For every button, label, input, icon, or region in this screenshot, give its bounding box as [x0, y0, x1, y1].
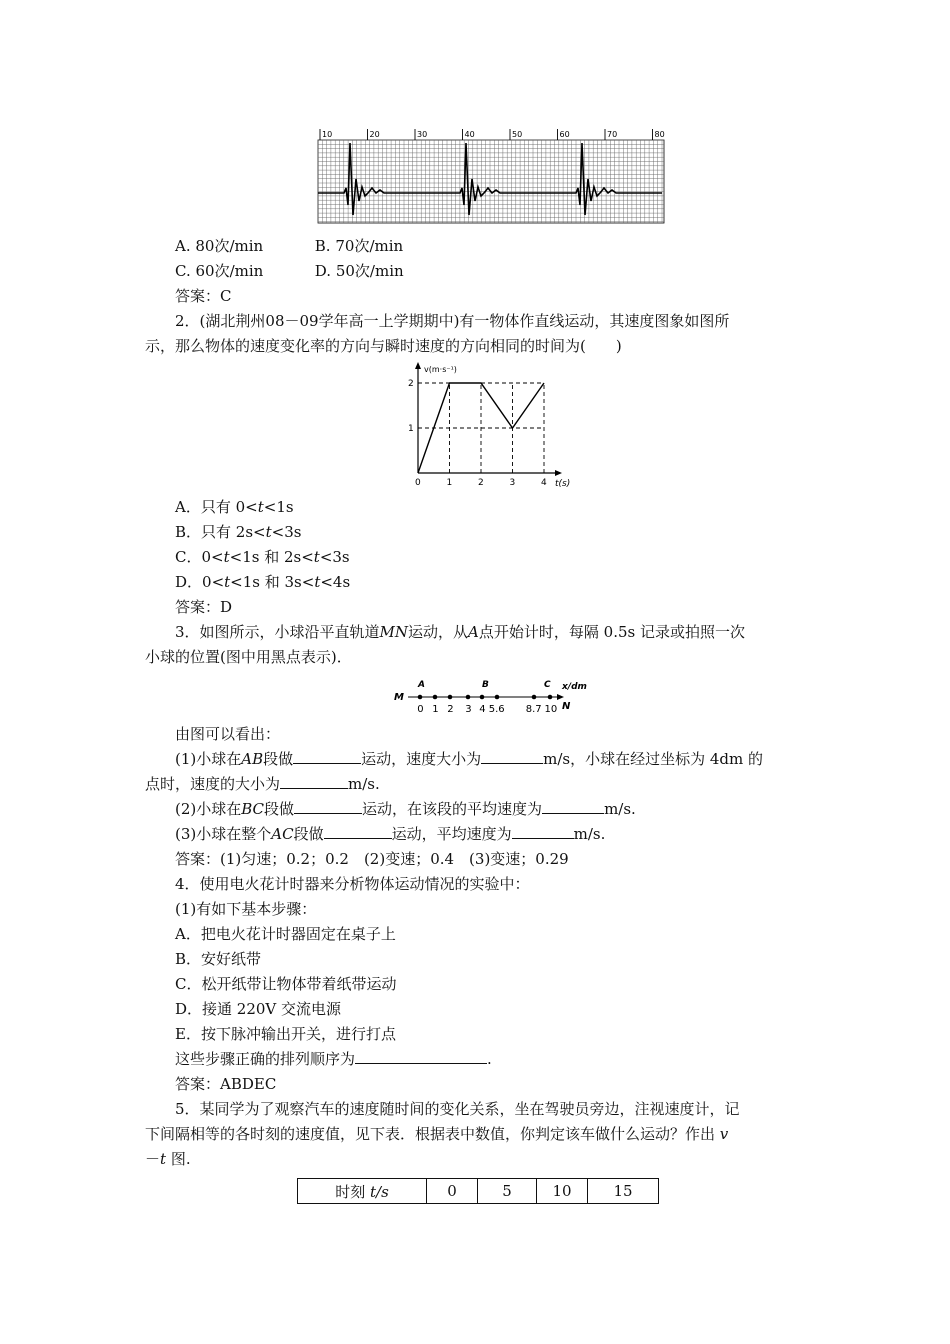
table-cell: 0	[427, 1179, 478, 1204]
ecg-tick-label: 70	[607, 130, 618, 139]
table-cell: 15	[588, 1179, 659, 1204]
q3-track-diagram	[390, 676, 610, 716]
track-right-label: N	[562, 701, 571, 712]
ecg-tick-label: 60	[559, 130, 570, 139]
track-dot	[480, 695, 485, 700]
vt-x-tick-label: 2	[478, 478, 484, 488]
ecg-tick-label: 80	[654, 130, 665, 139]
track-tick-label: 5.6	[488, 704, 505, 715]
q2-option-d: D．0<t<1s 和 3s<t<4s	[175, 573, 351, 591]
track-dot	[418, 695, 423, 700]
table-cell: 10	[537, 1179, 588, 1204]
track-tick-labels	[417, 704, 557, 715]
vt-x-label: t(s)	[555, 479, 570, 489]
q1-option-d: D. 50次/min	[314, 262, 404, 280]
ecg-tick-label: 30	[417, 130, 428, 139]
track-point-a: A	[418, 680, 425, 690]
track-tick-label: 2	[447, 704, 454, 715]
track-tick-label: 8.7	[525, 704, 542, 715]
q3-answer: 答案：(1)匀速；0.2；0.2 (2)变速；0.4 (3)变速；0.29	[175, 850, 569, 868]
q5-stem-line-3: －t 图.	[145, 1150, 191, 1168]
q3-intro: 由图可以看出：	[175, 725, 281, 743]
table-header-cell: 时刻 t/s	[298, 1179, 427, 1204]
track-tick-label: 4	[479, 704, 486, 715]
ecg-figure	[316, 129, 666, 224]
q2-stem-line-2: 示，那么物体的速度变化率的方向与瞬时速度的方向相同的时间为( )	[145, 337, 622, 355]
track-point-c: C	[544, 680, 551, 690]
q2-option-a: A．只有 0<t<1s	[175, 498, 294, 516]
track-tick-label: 1	[432, 704, 439, 715]
q2-option-b: B．只有 2s<t<3s	[175, 523, 302, 541]
q5-data-table	[297, 1178, 659, 1204]
q3-sub-1-line-2: 点时，速度的大小为 m/s.	[145, 775, 380, 793]
track-tick-label: 3	[465, 704, 472, 715]
q1-options-row-1	[175, 236, 403, 256]
ecg-tick-label: 40	[464, 130, 475, 139]
ecg-tick-label: 10	[322, 130, 333, 139]
track-dot	[448, 695, 453, 700]
vt-x-tick-label: 0	[415, 478, 421, 488]
vt-y-label: v(m·s⁻¹)	[424, 365, 457, 374]
vt-x-tick-label: 4	[541, 478, 547, 488]
ecg-grid-border	[318, 140, 664, 223]
q1-option-b: B. 70次/min	[314, 237, 404, 255]
table-cell: 5	[478, 1179, 537, 1204]
q4-answer: 答案：ABDEC	[175, 1075, 277, 1093]
track-dot	[433, 695, 438, 700]
vt-y-tick-label: 2	[408, 379, 414, 389]
q2-stem-line-1: 2．(湖北荆州08－09学年高一上学期期中)有一物体作直线运动，其速度图象如图所	[175, 312, 730, 330]
q4-step-a: A．把电火花计时器固定在桌子上	[175, 925, 396, 943]
track-tick-label: 0	[417, 704, 424, 715]
q1-option-c: C. 60次/min	[175, 262, 264, 280]
vt-x-arrow	[555, 470, 562, 476]
track-dot	[532, 695, 537, 700]
q4-order: 这些步骤正确的排列顺序为 .	[175, 1050, 492, 1068]
q1-answer: 答案：C	[175, 287, 232, 305]
q1-option-a: A. 80次/min	[175, 237, 264, 255]
q3-sub-1-line-1: (1)小球在AB段做 运动，速度大小为 m/s，小球在经过坐标为 4dm 的	[175, 750, 764, 768]
q2-answer: 答案：D	[175, 598, 233, 616]
track-point-b: B	[482, 680, 489, 690]
track-dot	[466, 695, 471, 700]
vt-y-arrow	[415, 362, 421, 369]
q4-step-c: C．松开纸带让物体带着纸带运动	[175, 975, 397, 993]
vt-guide-lines	[418, 383, 544, 473]
ecg-tick-labels	[320, 129, 665, 140]
vt-tick-labels	[408, 379, 547, 488]
track-dot	[495, 695, 500, 700]
track-unit: x/dm	[562, 682, 587, 692]
q2-option-c: C．0<t<1s 和 2s<t<3s	[175, 548, 350, 566]
q3-sub-2: (2)小球在BC段做 运动，在该段的平均速度为 m/s.	[175, 800, 636, 818]
track-left-label: M	[394, 692, 404, 703]
ecg-tick-label: 50	[512, 130, 523, 139]
q4-step-b: B．安好纸带	[175, 950, 262, 968]
q3-sub-3: (3)小球在整个AC段做 运动，平均速度为 m/s.	[175, 825, 606, 843]
q1-options-row-2	[175, 261, 404, 281]
q4-step-e: E．按下脉冲输出开关，进行打点	[175, 1025, 396, 1043]
q2-velocity-time-chart	[400, 360, 570, 490]
q4-stem: 4．使用电火花计时器来分析物体运动情况的实验中：	[175, 875, 530, 893]
q4-step-d: D．接通 220V 交流电源	[175, 1000, 342, 1018]
q4-sub: (1)有如下基本步骤：	[175, 900, 317, 918]
q5-stem-line-2: 下间隔相等的各时刻的速度值，见下表．根据表中数值，你判定该车做什么运动？作出 v	[145, 1125, 729, 1143]
vt-x-tick-label: 3	[509, 478, 516, 488]
track-dot	[548, 695, 553, 700]
q5-stem-line-1: 5．某同学为了观察汽车的速度随时间的变化关系，坐在驾驶员旁边，注视速度计，记	[175, 1100, 740, 1118]
ecg-grid	[318, 140, 664, 223]
track-tick-label: 10	[544, 704, 558, 715]
q3-stem-line-2: 小球的位置(图中用黑点表示)．	[145, 648, 352, 666]
vt-y-tick-label: 1	[408, 424, 414, 434]
table-row	[298, 1179, 659, 1204]
track-arrow	[557, 694, 564, 700]
q3-stem-line-1: 3．如图所示，小球沿平直轨道MN运动，从A点开始计时，每隔 0.5s 记录或拍照一次	[175, 623, 745, 641]
ecg-tick-label: 20	[369, 130, 380, 139]
vt-x-tick-label: 1	[446, 478, 453, 488]
